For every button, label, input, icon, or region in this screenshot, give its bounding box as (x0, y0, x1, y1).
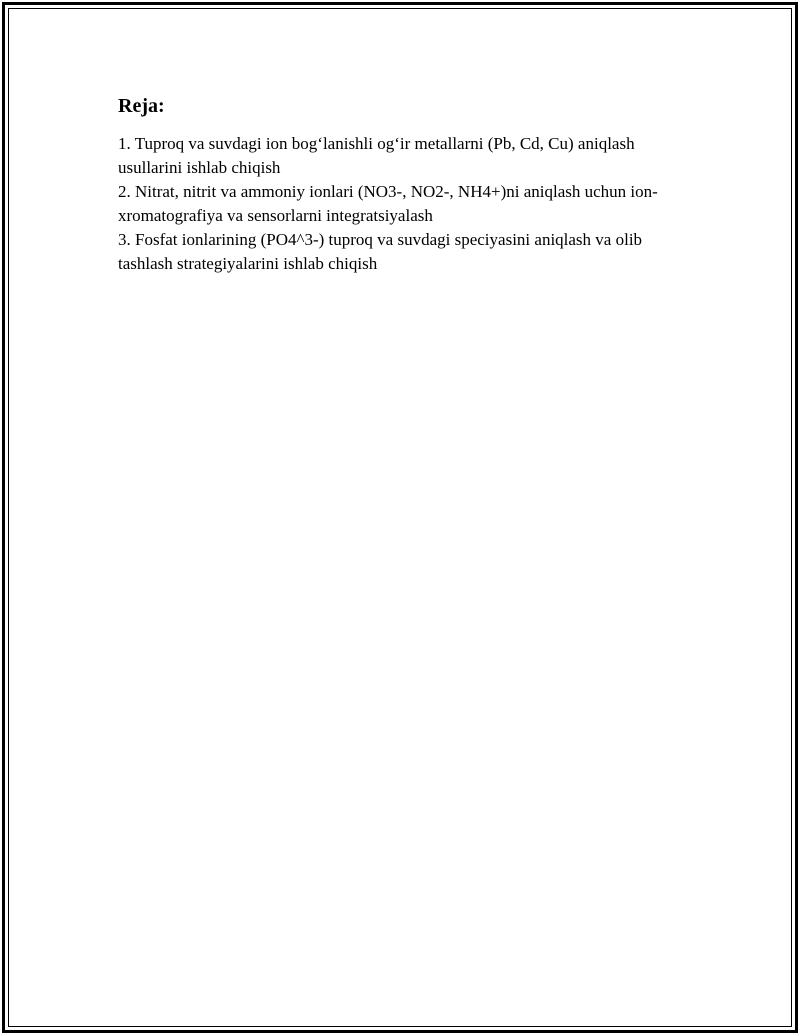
document-body (118, 94, 698, 276)
plan-item-1: 1. Tuproq va suvdagi ion bog‘lanishli og‘ir metallarni (Pb, Cd, Cu) aniqlash usullarini ishlab chiqish (118, 134, 635, 177)
plan-list (118, 132, 698, 276)
plan-heading: Reja: (118, 95, 165, 117)
plan-item-2: 2. Nitrat, nitrit va ammoniy ionlari (NO3-, NO2-, NH4+)ni aniqlash uchun ion-xromatografiya va sensorlarni integratsiyalash (118, 182, 658, 225)
plan-item-3: 3. Fosfat ionlarining (PO4^3-) tuproq va suvdagi speciyasini aniqlash va olib tashlash strategiyalarini ishlab chiqish (118, 230, 643, 273)
